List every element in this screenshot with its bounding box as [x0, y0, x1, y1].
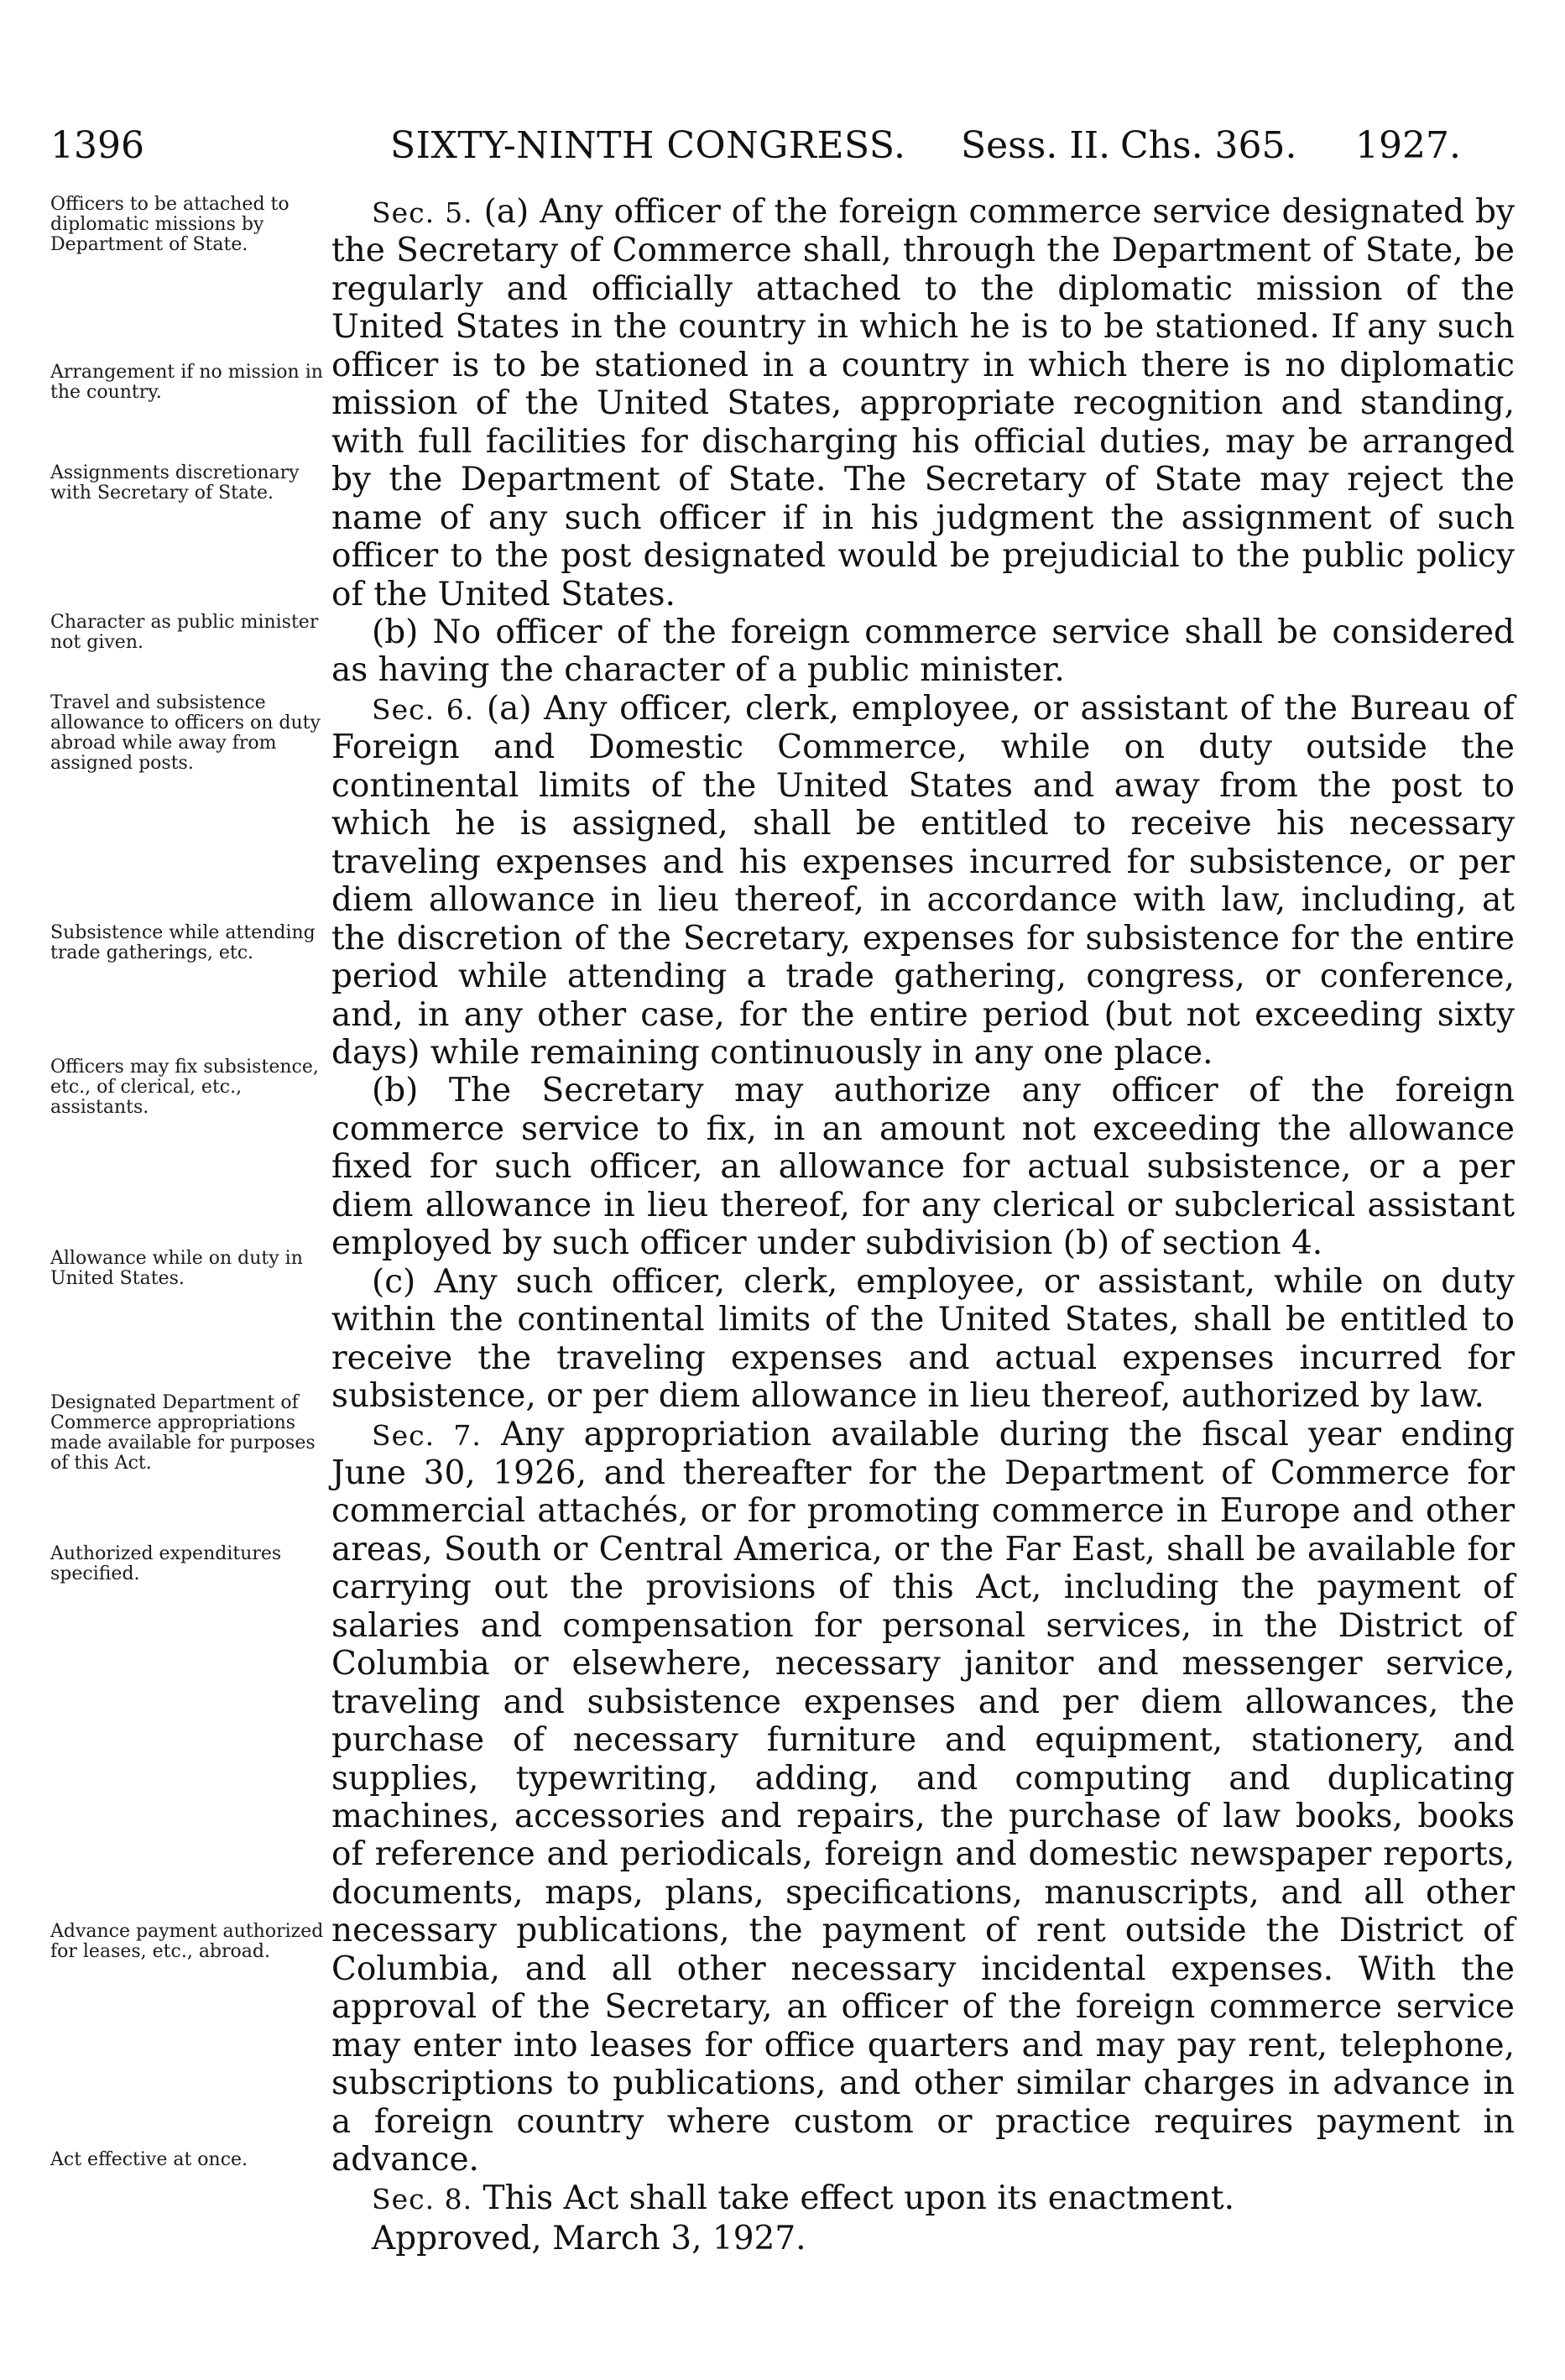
section-7 [331, 1416, 1515, 2179]
margin-note: Authorized expenditures specified. [50, 1543, 282, 1584]
statute-body [331, 193, 1515, 2257]
margin-note: Assignments discretionary with Secretary of State. [50, 462, 300, 504]
section-6-c [331, 1263, 1515, 1416]
chapter-label: Chs. 365. [1120, 124, 1297, 167]
approval-line: Approved, March 3, 1927. [372, 2220, 806, 2258]
year-label: 1927. [1355, 124, 1461, 167]
section-heading: Sec. 7. [372, 1418, 482, 1452]
section-text: (a) Any officer of the foreign commerce service designated by the Secretary of Commerce shall, through the Department of State, be regularly and officially attached to the diplomatic mission of the United States in the country in which he is to be stationed. If any such officer is to be stationed in a country in which there is no diplomatic mission of the United States, appropriate recognition and standing, with full facilities for discharging his official duties, may be arranged by the Department of State. The Secretary of State may reject the name of any such officer if in his judgment the assignment of such officer to the post designated would be prejudicial to the public policy of the United States. [331, 193, 1515, 613]
section-5-a [331, 193, 1515, 613]
margin-note: Officers may fix subsistence, etc., of clerical, etc., assistants. [50, 1057, 319, 1118]
margin-note: Subsistence while attending trade gatherings, etc. [50, 922, 316, 963]
margin-note: Designated Department of Commerce appropriations made available for purposes of this Act. [50, 1392, 316, 1474]
margin-note: Advance payment authorized for leases, etc., abroad. [50, 1921, 324, 1962]
running-head [50, 124, 1510, 175]
section-text: Any appropriation available during the fiscal year ending June 30, 1926, and thereafter for the Department of Commerce for commercial attachés, or for promoting commerce in Europe and other areas, South or Central America, or the Far East, shall be available for carrying out the provisions of this Act, including the payment of salaries and compensation for personal services, in the District of Columbia or elsewhere, necessary janitor and messenger service, traveling and subsistence expenses and per diem allowances, the purchase of necessary furniture and equipment, stationery, and supplies, typewriting, adding, and computing and duplicating machines, accessories and repairs, the purchase of law books, books of reference and periodicals, foreign and domestic newspaper reports, documents, maps, plans, specifications, manuscripts, and all other necessary publications, the payment of rent outside the District of Columbia, and all other necessary incidental expenses. With the approval of the Secretary, an officer of the foreign commerce service may enter into leases for office quarters and may pay rent, telephone, subscriptions to publications, and other similar charges in advance in a foreign country where custom or practice requires payment in advance. [331, 1415, 1515, 2179]
section-heading: Sec. 6. [372, 692, 475, 726]
section-text: (a) Any officer, clerk, employee, or assistant of the Bureau of Foreign and Domestic Commerce, while on duty outside the continental limits of the United States and away from the post to which he is assigned, shall be entitled to receive his necessary traveling expenses and his expenses incurred for subsistence, or per diem allowance in lieu thereof, in accordance with law, including, at the discretion of the Secretary, expenses for subsistence for the entire period while attending a trade gathering, congress, or conference, and, in any other case, for the entire period (but not exceeding sixty days) while remaining continuously in any one place. [331, 689, 1515, 1072]
section-text: (b) No officer of the foreign commerce service shall be considered as having the character of a public minister. [331, 613, 1515, 690]
section-6-b [331, 1072, 1515, 1262]
section-6-a [331, 690, 1515, 1073]
session-label: Sess. II. [961, 124, 1111, 167]
margin-note: Travel and subsistence allowance to officers on duty abroad while away from assigned posts. [50, 692, 321, 774]
congress-title: SIXTY-NINTH CONGRESS. [390, 124, 906, 167]
margin-note: Act effective at once. [50, 2149, 248, 2170]
section-heading: Sec. 8. [372, 2182, 473, 2216]
page-number: 1396 [50, 124, 144, 167]
margin-note: Character as public minister not given. [50, 612, 319, 653]
section-heading: Sec. 5. [372, 196, 473, 229]
section-text: (b) The Secretary may authorize any officer of the foreign commerce service to fix, in an amount not exceeding the allowance fixed for such officer, an allowance for actual subsistence, or a per diem allowance in lieu thereof, for any clerical or subclerical assistant employed by such officer under subdivision (b) of section 4. [331, 1072, 1515, 1263]
margin-note: Arrangement if no mission in the country. [50, 362, 323, 403]
section-8 [331, 2179, 1515, 2218]
margin-note: Allowance while on duty in United States. [50, 1248, 303, 1289]
section-text: (c) Any such officer, clerk, employee, or assistant, while on duty within the continental limits of the United States, shall be entitled to receive the traveling expenses and actual expenses incurred for subsistence, or per diem allowance in lieu thereof, authorized by law. [331, 1262, 1515, 1416]
section-5-b [331, 613, 1515, 690]
section-text: This Act shall take effect upon its enactment. [483, 2179, 1234, 2217]
margin-note: Officers to be attached to diplomatic missions by Department of State. [50, 194, 290, 255]
